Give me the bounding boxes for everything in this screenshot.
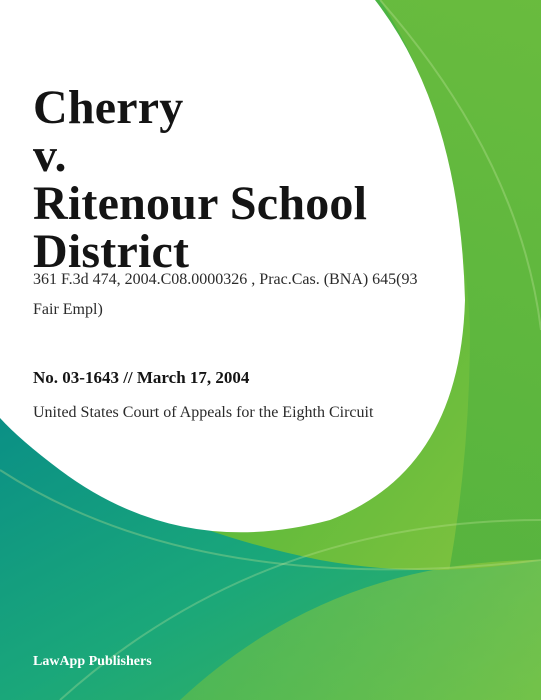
title-line: v. <box>33 129 67 182</box>
title-line: Cherry <box>33 81 184 134</box>
case-citation: 361 F.3d 474, 2004.C08.0000326 , Prac.Cas. (BNA) 645(93 Fair Empl) <box>33 271 418 318</box>
court-name: United States Court of Appeals for the Eighth Circuit <box>33 404 374 421</box>
docket-and-date: No. 03-1643 // March 17, 2004 <box>33 368 250 387</box>
title-line: Ritenour School <box>33 177 368 230</box>
publisher-name: LawApp Publishers <box>33 654 152 669</box>
book-title <box>33 81 368 278</box>
title-line: District <box>33 225 190 278</box>
